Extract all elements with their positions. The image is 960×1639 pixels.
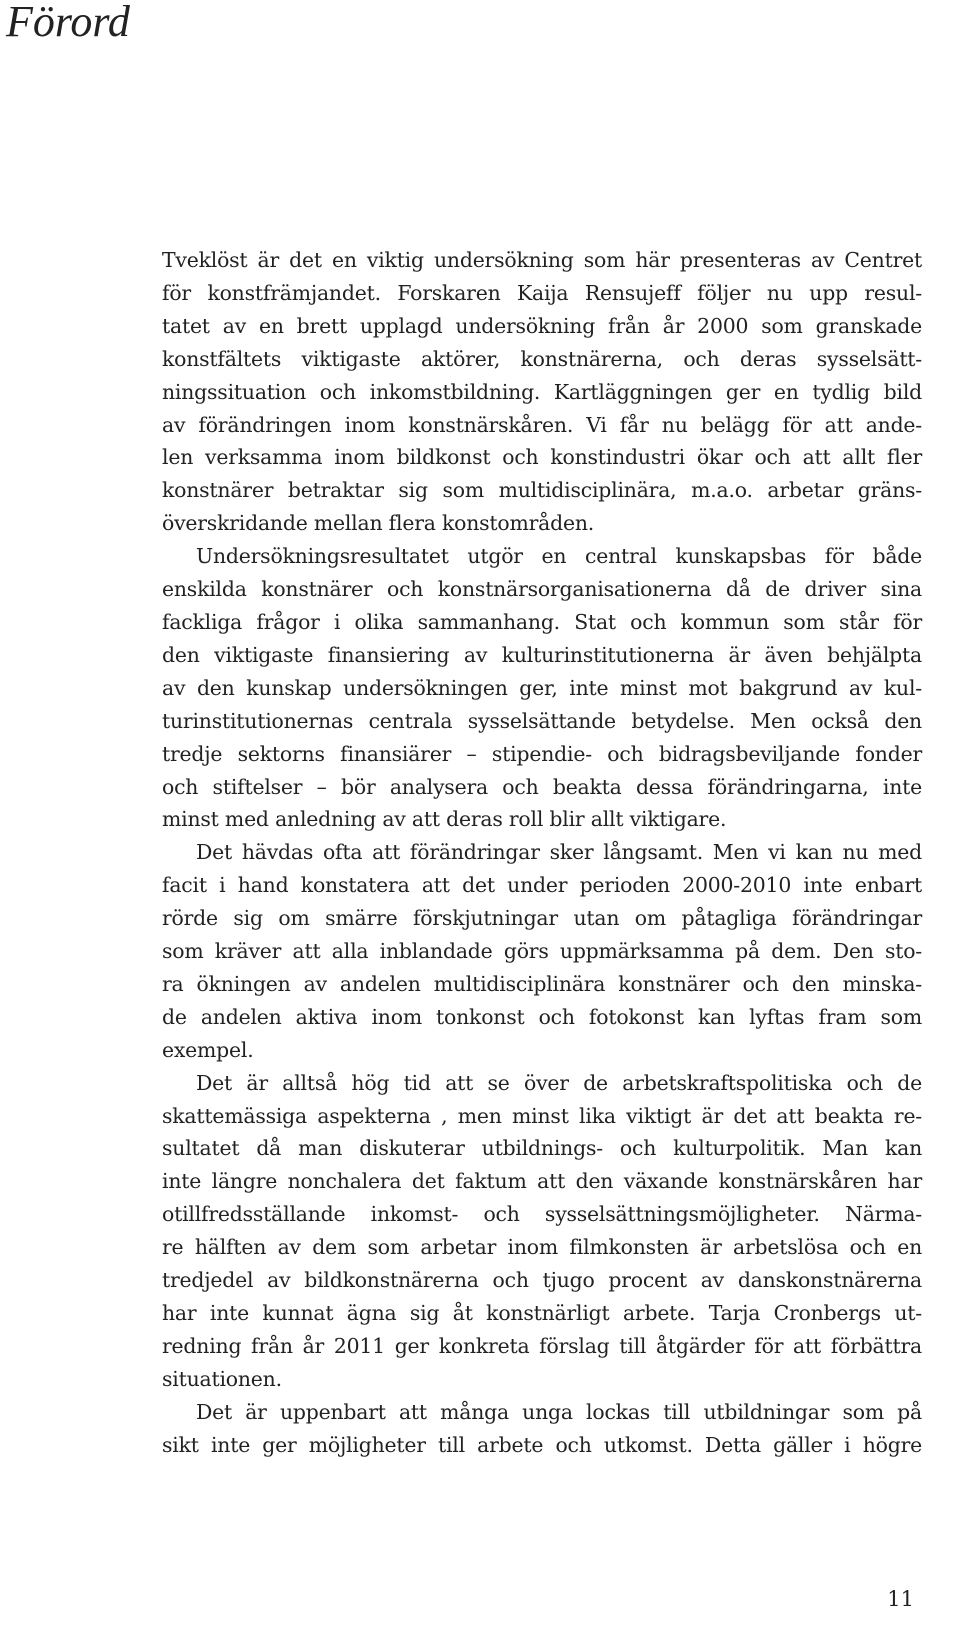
text-line: av den kunskap undersökningen ger, inte minst mot bakgrund av kul- xyxy=(162,675,922,700)
text-line: len verksamma inom bildkonst och konstindustri ökar och att allt fler xyxy=(162,445,922,470)
text-line: som kräver att alla inblandade görs uppmärksamma på dem. Den sto- xyxy=(162,939,922,964)
text-line: inte längre nonchalera det faktum att den växande konstnärskåren har xyxy=(162,1169,922,1194)
text-line: av förändringen inom konstnärskåren. Vi får nu belägg för att ande- xyxy=(162,412,922,437)
paragraph xyxy=(162,1396,922,1462)
text-line: ningssituation och inkomstbildning. Kartläggningen ger en tydlig bild xyxy=(162,379,922,404)
text-line: rörde sig om smärre förskjutningar utan om påtagliga förändringar xyxy=(162,906,922,931)
text-line: överskridande mellan flera konstområden. xyxy=(162,511,595,536)
text-line: Det är alltså hög tid att se över de arbetskraftspolitiska och de xyxy=(196,1070,922,1095)
page-heading: Förord xyxy=(6,0,130,46)
text-line: de andelen aktiva inom tonkonst och fotokonst kan lyftas fram som xyxy=(162,1004,922,1029)
text-line: ra ökningen av andelen multidisciplinära konstnärer och den minska- xyxy=(162,971,922,996)
text-line: fackliga frågor i olika sammanhang. Stat och kommun som står för xyxy=(162,609,922,634)
text-line: tredje sektorns finansiärer – stipendie- och bidragsbeviljande fonder xyxy=(162,741,922,766)
text-line: tredjedel av bildkonstnärerna och tjugo procent av danskonstnärerna xyxy=(162,1268,922,1293)
text-line: konstnärer betraktar sig som multidisciplinära, m.a.o. arbetar gräns- xyxy=(162,478,922,503)
text-line: situationen. xyxy=(162,1366,282,1391)
text-line: enskilda konstnärer och konstnärsorganisationerna då de driver sina xyxy=(162,577,922,602)
text-line: otillfredsställande inkomst- och sysselsättningsmöjligheter. Närma- xyxy=(162,1202,922,1227)
text-line: den viktigaste finansiering av kulturinstitutionerna är även behjälpta xyxy=(162,642,922,667)
text-line: Det hävdas ofta att förändringar sker långsamt. Men vi kan nu med xyxy=(196,840,922,865)
text-line: har inte kunnat ägna sig åt konstnärligt arbete. Tarja Cronbergs ut- xyxy=(162,1301,922,1325)
text-line: Tveklöst är det en viktig undersökning som här presenteras av Centret xyxy=(162,248,922,272)
page-number: 11 xyxy=(887,1587,914,1611)
text-line: konstfältets viktigaste aktörer, konstnärerna, och deras sysselsätt- xyxy=(162,346,922,371)
text-line: Undersökningsresultatet utgör en central kunskapsbas för både xyxy=(196,544,922,569)
paragraph xyxy=(162,836,922,1066)
text-line: skattemässiga aspekterna , men minst lika viktigt är det att beakta re- xyxy=(162,1103,922,1128)
text-line: sultatet då man diskuterar utbildnings- och kulturpolitik. Man kan xyxy=(162,1136,922,1161)
text-line: re hälften av dem som arbetar inom filmkonsten är arbetslösa och en xyxy=(162,1235,922,1260)
text-line: minst med anledning av att deras roll blir allt viktigare. xyxy=(162,807,727,832)
text-line: tatet av en brett upplagd undersökning från år 2000 som granskade xyxy=(162,313,922,338)
paragraph xyxy=(162,540,922,836)
paragraph xyxy=(162,244,922,540)
text-line: turinstitutionernas centrala sysselsättande betydelse. Men också den xyxy=(162,708,922,733)
text-line: exempel. xyxy=(162,1037,254,1062)
text-line: sikt inte ger möjligheter till arbete och utkomst. Detta gäller i högre xyxy=(162,1432,922,1457)
text-line: Det är uppenbart att många unga lockas till utbildningar som på xyxy=(196,1399,922,1424)
body-text xyxy=(162,244,922,1462)
text-line: facit i hand konstatera att det under perioden 2000-2010 inte enbart xyxy=(162,873,922,898)
paragraph xyxy=(162,1067,922,1396)
text-line: för konstfrämjandet. Forskaren Kaija Rensujeff följer nu upp resul- xyxy=(162,280,922,305)
text-line: och stiftelser – bör analysera och beakta dessa förändringarna, inte xyxy=(162,774,922,799)
text-line: redning från år 2011 ger konkreta förslag till åtgärder för att förbättra xyxy=(162,1333,922,1358)
